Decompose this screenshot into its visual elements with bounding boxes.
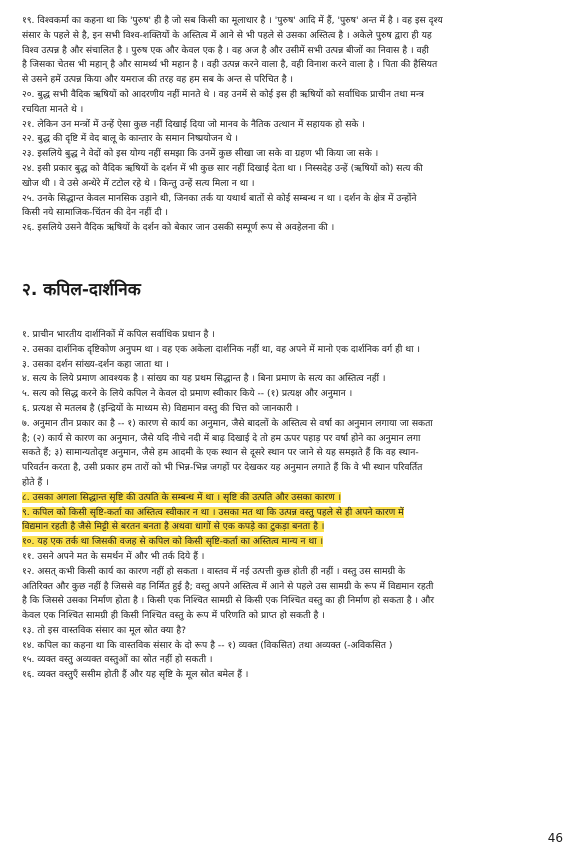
paragraph: [22, 565, 570, 624]
paragraph: [22, 372, 570, 387]
paragraph: [22, 491, 570, 506]
text-line: ११. उसने अपने मत के समर्थन में और भी तर्क दिये हैं ।: [22, 550, 205, 562]
top-paragraphs: [22, 14, 570, 236]
text-line: १२. असत् कभी किसी कार्य का कारण नहीं हो सकता । वास्तव में नई उत्पत्ती कुछ होती ही नहीं । वस्तु उस सामग्री के: [22, 565, 406, 577]
text-line: से उसने हमें उत्पन्न किया और यमराज की तरह वह हम सब के अन्त से परिचित है ।: [22, 74, 293, 86]
paragraph: [22, 358, 570, 373]
text-line: ४. सत्य के लिये प्रमाण आवश्यक है । सांख्य का यह प्रथम सिद्धान्त है । बिना प्रमाण के सत्य का अस्तित्व नहीं ।: [22, 373, 386, 385]
paragraph: [22, 132, 570, 147]
text-line: २४. इसी प्रकार बुद्ध को वैदिक ऋषियों के दर्शन में भी कुछ सार नहीं दिखाई देता था । निस्सदेह उन्हें (ऋषियों को) सत्य की: [22, 162, 423, 174]
paragraph: [22, 550, 570, 565]
paragraph: [22, 221, 570, 236]
paragraph: [22, 506, 570, 536]
text-line: २१. लेकिन उन मन्त्रों में उन्हें ऐसा कुछ नहीं दिखाई दिया जो मानव के नैतिक उत्थान में सहायक हो सके ।: [22, 118, 365, 130]
paragraph: [22, 343, 570, 358]
text-line: विश्व उत्पन्न है और संचालित है । पुरुष एक और केवल एक है । वह अज है और उसीमें सभी उत्पन्न बीजों का निवास है । वही: [22, 44, 429, 56]
highlighted-text: ८. उसका अगला सिद्धान्त सृष्टि की उत्पति के सम्बन्ध में था । सृष्टि की उत्पति और उसका कारण ।: [22, 491, 342, 503]
text-line: है जिसका चेतस भी महान् है और सामर्थ्य भी महान है । वही उत्पन्न करने वाला है, वही विनाश करने वाला है । पिता की हैसियत: [22, 59, 438, 71]
text-line: [22, 491, 570, 506]
text-line: २०. बुद्ध सभी वैदिक ऋषियों को आदरणीय नहीं मानते थे । वह उनमें से कोई इस ही ऋषियों को सर्वाधिक प्राचीन तथा मन्त्र: [22, 88, 424, 100]
highlighted-text: ९. कपिल को किसी सृष्टि-कर्ता का अस्तित्व स्वीकार न था । उसका मत था कि उत्पन्न वस्तु पहले से ही अपने कारण में: [22, 506, 404, 518]
text-line: रचयिता मानते थे ।: [22, 103, 84, 115]
text-line: २२. बुद्ध की दृष्टि में वेद बालू के कान्तार के समान निष्प्रयोजन थे ।: [22, 133, 238, 145]
text-line: २. उसका दार्शनिक दृष्टिकोण अनुपम था । वह एक अकेला दार्शनिक नहीं था, वह अपने में मानो एक दार्शनिक वर्ग ही था ।: [22, 343, 420, 355]
text-line: ५. सत्य को सिद्ध करने के लिये कपिल ने केवल दो प्रमाण स्वीकार किये -- (१) प्रत्यक्ष और अनुमान ।: [22, 388, 353, 400]
highlighted-text: विद्यमान रहती है जैसे मिट्टी से बरतन बनता है अथवा धागों से एक कपड़े का टुकड़ा बनता है ।: [22, 521, 325, 533]
text-line: ७. अनुमान तीन प्रकार का है -- १) कारण से कार्य का अनुमान, जैसे बादलों के अस्तित्व से वर्षा का अनुमान लगाया जा सकता: [22, 417, 433, 429]
paragraph: [22, 88, 570, 118]
text-line: परिवर्तन करता है, उसी प्रकार हम तारों को भी भिन्न-भिन्न जगहों पर देखकर यह अनुमान लगाते हैं कि वे भी स्थान परिवर्तित: [22, 462, 423, 474]
text-line: १३. तो इस वास्तविक संसार का मूल स्रोत क्या है?: [22, 624, 186, 636]
text-line: २५. उनके सिद्धान्त केवल मानसिक उड़ाने थी, जिनका तर्क या यथार्थ बातों से कोई सम्बन्ध न था । दर्शन के क्षेत्र में उन्होंने: [22, 192, 417, 204]
paragraph: [22, 387, 570, 402]
text-line: [22, 535, 570, 550]
text-line: २३. इसलिये बुद्ध ने वेदों को इस योग्य नहीं समझा कि उनमें कुछ सीखा जा सके वा ग्रहण भी किया जा सके ।: [22, 148, 379, 160]
text-line: है; (२) कार्य से कारण का अनुमान, जैसे यदि नीचे नदी में बाढ़ दिखाई दे तो हम ऊपर पहाड़ पर वर्षा होने का अनुमान लगा: [22, 432, 421, 444]
paragraph: [22, 402, 570, 417]
text-line: होते हैं ।: [22, 476, 49, 488]
document-page: [22, 14, 570, 683]
paragraph: [22, 192, 570, 222]
paragraph: [22, 147, 570, 162]
paragraph: [22, 639, 570, 654]
paragraph: [22, 162, 570, 192]
paragraph: [22, 624, 570, 639]
text-line: १५. व्यक्त वस्तु अव्यक्त वस्तुओं का स्रोत नहीं हो सकती ।: [22, 654, 213, 666]
text-line: १६. व्यक्त वस्तुएँ ससीम होती हैं और यह सृष्टि के मूल स्रोत बमेल हैं ।: [22, 669, 249, 681]
page-number: 46: [547, 831, 563, 845]
text-line: १४. कपिल का कहना था कि वास्तविक संसार के दो रूप है -- १) व्यक्त (विकसित) तथा अव्यक्त (-अविकसित ): [22, 639, 393, 651]
paragraph: [22, 417, 570, 491]
bottom-paragraphs: [22, 328, 570, 683]
paragraph: [22, 653, 570, 668]
text-line: [22, 506, 570, 521]
paragraph: [22, 535, 570, 550]
text-line: खोज थी । वे उसे अन्धेरे में टटोल रहे थे । किन्तु उन्हें सत्य मिला न था ।: [22, 177, 255, 189]
text-line: २६. इसलिये उसने वैदिक ऋषियों के दर्शन को बेकार जान उसकी सम्पूर्ण रूप से अवहेलना की ।: [22, 222, 335, 234]
text-line: है कि जिससे उसका निर्माण होता है । किसी एक निश्चित सामग्री से किसी एक निश्चित वस्तु का ही निर्माण हो सकता है । और: [22, 595, 435, 607]
text-line: १९. विश्वकर्मा का कहना था कि 'पुरुष' ही है जो सब किसी का मूलाधार है । 'पुरुष' आदि में हैं, 'पुरुष' अन्त में है । वह इस दृश्य: [22, 15, 443, 26]
highlighted-text: १०. यह एक तर्क था जिसकी वजह से कपिल को किसी सृष्टि-कर्ता का अस्तित्व मान्य न था ।: [22, 536, 324, 548]
paragraph: [22, 118, 570, 133]
text-line: ३. उसका दर्शन सांख्य-दर्शन कहा जाता था ।: [22, 358, 169, 370]
text-line: [22, 520, 570, 535]
text-line: किसी नये सामाजिक-चिंतन की देन नहीं दी ।: [22, 207, 168, 219]
text-line: केवल एक निश्चित सामग्री ही किसी निश्चित वस्तु के रूप में परिणति को प्राप्त हो सकती है ।: [22, 610, 325, 622]
paragraph: [22, 328, 570, 343]
text-line: १. प्राचीन भारतीय दार्शनिकों में कपिल सर्वाधिक प्रधान है ।: [22, 328, 215, 340]
text-line: सकते हैं; ३) सामान्यतोदृष्ट अनुमान, जैसे हम आदमी के एक स्थान से दूसरे स्थान पर जाने से यह समझते हैं कि वह स्थान-: [22, 447, 419, 459]
section-heading: २. कपिल-दार्शनिक: [22, 279, 141, 300]
paragraph: [22, 14, 570, 88]
paragraph: [22, 668, 570, 683]
text-line: ६. प्रत्यक्ष से मतलब है (इन्द्रियों के माध्यम से) विद्यमान वस्तु की चित्त को जानकारी ।: [22, 402, 299, 414]
text-line: अतिरिक्त और कुछ नहीं है जिससे वह निर्मित हुई है; वस्तु अपने अस्तित्व में आने से पहले उस सामग्री के रूप में विद्यमान रहती: [22, 580, 434, 592]
text-line: संसार के पहले से है, इन सभी विश्व-शक्तियों के अस्तित्व में आने से भी पहले से उसका अस्तित्व है । अकेले पुरुष द्वारा ही यह: [22, 29, 432, 41]
